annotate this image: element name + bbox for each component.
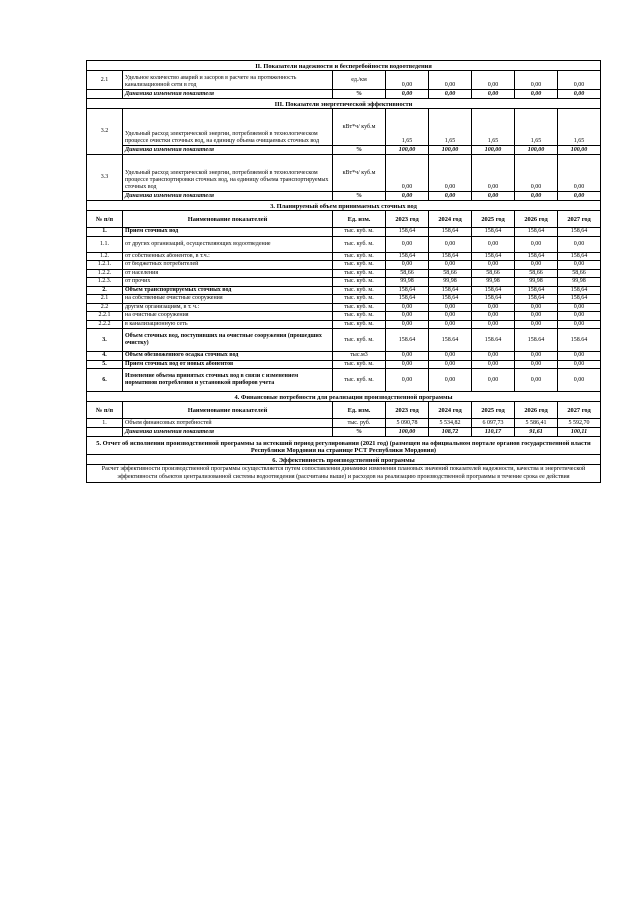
dynamics-label: Динамика изменения показателя	[123, 90, 333, 99]
value-cell: 158,64	[558, 252, 601, 261]
row-number: 3.3	[87, 155, 123, 201]
row-unit: тыс. куб. м.	[333, 329, 386, 352]
section-6-title: 6. Эффективность производственной программы	[87, 455, 601, 465]
value-cell: 0,00	[472, 320, 515, 329]
value-cell: 0,00	[472, 312, 515, 321]
value-cell: 158,64	[515, 252, 558, 261]
table-row	[87, 419, 601, 428]
row-number: 4.	[87, 352, 123, 361]
value-cell: 0,00	[472, 155, 515, 192]
value-cell: 158,64	[472, 252, 515, 261]
value-cell: 0,00	[515, 352, 558, 361]
value-cell: 0,00	[515, 320, 558, 329]
value-cell: 158,64	[386, 295, 429, 304]
row-number: 1.2.2.	[87, 269, 123, 278]
value-cell: 99,98	[515, 278, 558, 287]
header-year: 2024 год	[429, 402, 472, 419]
value-cell: 0,00	[386, 303, 429, 312]
row-number	[87, 90, 123, 99]
row-number: 3.	[87, 329, 123, 352]
value-cell: 100,00	[386, 146, 429, 155]
value-cell: 158,64	[515, 295, 558, 304]
value-cell: 158,64	[429, 252, 472, 261]
value-cell: 158,64	[558, 295, 601, 304]
value-cell: 100,00	[558, 146, 601, 155]
table-row	[87, 320, 601, 329]
row-unit: тыс. куб. м.	[333, 252, 386, 261]
dynamics-row	[87, 90, 601, 99]
row-name: Объем транспортируемых сточных вод	[123, 286, 333, 295]
value-cell: 110,17	[472, 428, 515, 437]
value-cell: 158.64	[558, 329, 601, 352]
value-cell: 99,98	[429, 278, 472, 287]
value-cell: 158,64	[386, 228, 429, 237]
value-cell: 158,64	[515, 286, 558, 295]
row-unit: кВт*ч/ куб.м	[333, 155, 386, 192]
row-number: 1.	[87, 228, 123, 237]
section-2	[87, 61, 601, 71]
value-cell: 100,00	[429, 146, 472, 155]
row-unit: ед./км	[333, 71, 386, 90]
value-cell: 0,00	[558, 236, 601, 252]
row-unit: %	[333, 90, 386, 99]
header-year: 2027 год	[558, 211, 601, 228]
header-year: 2023 год	[386, 211, 429, 228]
value-cell: 0,00	[386, 192, 429, 201]
value-cell: 158,64	[472, 295, 515, 304]
dynamics-row	[87, 146, 601, 155]
row-unit: кВт*ч/ куб.м	[333, 109, 386, 146]
value-cell: 0,00	[558, 192, 601, 201]
value-cell: 158,64	[472, 228, 515, 237]
value-cell: 0,00	[558, 71, 601, 90]
value-cell: 58,66	[429, 269, 472, 278]
row-unit: тыс. куб. м.	[333, 278, 386, 287]
header-year: 2026 год	[515, 211, 558, 228]
row-number: 1.2.	[87, 252, 123, 261]
value-cell: 0,00	[472, 236, 515, 252]
row-name: Объем финансовых потребностей	[123, 419, 333, 428]
table-row	[87, 303, 601, 312]
value-cell: 1,65	[386, 109, 429, 146]
value-cell: 99,98	[472, 278, 515, 287]
table-row	[87, 228, 601, 237]
row-unit: тыс. куб. м.	[333, 320, 386, 329]
row-number: 1.2.3.	[87, 278, 123, 287]
table-row	[87, 236, 601, 252]
row-unit: %	[333, 192, 386, 201]
value-cell: 0,00	[429, 155, 472, 192]
text-row	[87, 465, 601, 483]
value-cell: 0,00	[558, 155, 601, 192]
row-name: Объем обезвоженного осадка сточных вод	[123, 352, 333, 361]
value-cell: 158,64	[429, 228, 472, 237]
value-cell: 0,00	[515, 236, 558, 252]
table-row	[87, 360, 601, 369]
table-row	[87, 352, 601, 361]
value-cell: 0,00	[558, 261, 601, 270]
section-3-energy-title: III. Показатели энергетической эффективности	[87, 99, 601, 109]
row-number: 3.2	[87, 109, 123, 155]
document-page	[86, 60, 600, 483]
row-unit: %	[333, 146, 386, 155]
row-unit: тыс. куб. м.	[333, 303, 386, 312]
value-cell: 0,00	[472, 352, 515, 361]
row-name: от собственных абонентов, в т.ч.:	[123, 252, 333, 261]
header-unit: Ед. изм.	[333, 211, 386, 228]
table-row	[87, 295, 601, 304]
header-row	[87, 402, 601, 419]
row-number: 2.2.1	[87, 312, 123, 321]
value-cell: 5 090,78	[386, 419, 429, 428]
value-cell: 5 586,41	[515, 419, 558, 428]
dynamics-label: Динамика изменения показателя	[123, 146, 333, 155]
value-cell: 158,64	[386, 286, 429, 295]
value-cell: 0,00	[386, 155, 429, 192]
row-name: другим организациям, в т. ч.:	[123, 303, 333, 312]
value-cell: 0,00	[429, 360, 472, 369]
value-cell: 0,00	[558, 303, 601, 312]
row-number: 5.	[87, 360, 123, 369]
header-num: № п/п	[87, 402, 123, 419]
value-cell: 0,00	[558, 312, 601, 321]
value-cell: 158,64	[558, 228, 601, 237]
value-cell: 0,00	[558, 360, 601, 369]
row-unit: тыс. руб.	[333, 419, 386, 428]
section-6	[87, 455, 601, 465]
section-3-volume-title: 3. Планируемый объем принимаемых сточных вод	[87, 201, 601, 211]
table-row	[87, 269, 601, 278]
value-cell: 91,61	[515, 428, 558, 437]
header-num: № п/п	[87, 211, 123, 228]
dynamics-row	[87, 428, 601, 437]
header-year: 2023 год	[386, 402, 429, 419]
value-cell: 158,64	[386, 252, 429, 261]
value-cell: 0,00	[386, 369, 429, 392]
value-cell: 0,00	[472, 261, 515, 270]
row-number: 1.1.	[87, 236, 123, 252]
value-cell: 0,00	[386, 312, 429, 321]
row-name: в канализационную сеть	[123, 320, 333, 329]
value-cell: 0,00	[515, 155, 558, 192]
value-cell: 100,00	[386, 428, 429, 437]
section-3-energy	[87, 99, 601, 109]
value-cell: 0,00	[386, 261, 429, 270]
value-cell: 0,00	[472, 303, 515, 312]
value-cell: 158,64	[515, 228, 558, 237]
value-cell: 99,98	[386, 278, 429, 287]
header-year: 2026 год	[515, 402, 558, 419]
dynamics-row	[87, 192, 601, 201]
table-row	[87, 252, 601, 261]
value-cell: 100,00	[472, 146, 515, 155]
value-cell: 158,64	[472, 286, 515, 295]
value-cell: 0,00	[558, 90, 601, 99]
value-cell: 0,00	[515, 261, 558, 270]
value-cell: 0,00	[472, 369, 515, 392]
row-name: от прочих	[123, 278, 333, 287]
row-name: Удельный расход электрической энергии, потребляемой в технологическом процессе транспортировки сточных вод, на единицу объема транспортируемых сточных вод	[123, 155, 333, 192]
value-cell: 100,11	[558, 428, 601, 437]
value-cell: 0,00	[429, 320, 472, 329]
row-name: Прием сточных вод	[123, 228, 333, 237]
value-cell: 0,00	[429, 369, 472, 392]
value-cell: 0,00	[386, 360, 429, 369]
header-year: 2024 год	[429, 211, 472, 228]
row-unit: тыс.м3	[333, 352, 386, 361]
section-5	[87, 437, 601, 455]
value-cell: 5 592,70	[558, 419, 601, 428]
value-cell: 0,00	[515, 369, 558, 392]
value-cell: 0,00	[515, 192, 558, 201]
section-4-title: 4. Финансовые потребности для реализации производственной программы	[87, 392, 601, 402]
row-number: 2.1	[87, 71, 123, 90]
value-cell: 1,65	[472, 109, 515, 146]
value-cell: 1,65	[558, 109, 601, 146]
value-cell: 0,00	[472, 360, 515, 369]
value-cell: 58,66	[386, 269, 429, 278]
value-cell: 0,00	[429, 71, 472, 90]
header-year: 2025 год	[472, 211, 515, 228]
value-cell: 6 097,73	[472, 419, 515, 428]
value-cell: 0,00	[515, 312, 558, 321]
row-unit: тыс. куб. м.	[333, 312, 386, 321]
table-row	[87, 109, 601, 146]
header-year: 2025 год	[472, 402, 515, 419]
value-cell: 0,00	[386, 71, 429, 90]
value-cell: 58,66	[558, 269, 601, 278]
value-cell: 1,65	[429, 109, 472, 146]
header-name: Наименование показателей	[123, 211, 333, 228]
section-4	[87, 392, 601, 402]
value-cell: 0,00	[472, 71, 515, 90]
row-unit: тыс. куб. м.	[333, 236, 386, 252]
row-name: Объем сточных вод, поступивших на очистные сооружения (прошедших очистку)	[123, 329, 333, 352]
header-year: 2027 год	[558, 402, 601, 419]
row-unit: тыс. куб. м.	[333, 228, 386, 237]
row-unit: тыс. куб. м.	[333, 369, 386, 392]
row-name: на собственные очистные сооружения	[123, 295, 333, 304]
value-cell: 1,65	[515, 109, 558, 146]
value-cell: 0,00	[558, 352, 601, 361]
row-unit: тыс. куб. м.	[333, 269, 386, 278]
row-name: от других организаций, осуществляющих водоотведение	[123, 236, 333, 252]
value-cell: 0,00	[386, 352, 429, 361]
value-cell: 0,00	[558, 320, 601, 329]
table-row	[87, 312, 601, 321]
table-row	[87, 278, 601, 287]
dynamics-label: Динамика изменения показателя	[123, 428, 333, 437]
row-number	[87, 428, 123, 437]
section-6-text: Расчет эффективности производственной программы осуществляется путем сопоставления динамики изменения плановых значений показателей надежности, качества и энергетической эффективности объектов централизованной системы водоотведения (рассчитаны выше) и расходов на реализацию производственной программы в течение срока ее действия	[87, 465, 601, 483]
row-number: 1.2.1.	[87, 261, 123, 270]
value-cell: 58,66	[515, 269, 558, 278]
value-cell: 158,64	[558, 286, 601, 295]
value-cell: 158.64	[515, 329, 558, 352]
value-cell: 158.64	[386, 329, 429, 352]
row-number: 2.2.2	[87, 320, 123, 329]
header-row	[87, 211, 601, 228]
value-cell: 0,00	[515, 303, 558, 312]
value-cell: 99,98	[558, 278, 601, 287]
row-unit: тыс. куб. м.	[333, 295, 386, 304]
value-cell: 0,00	[429, 261, 472, 270]
row-number: 2.	[87, 286, 123, 295]
dynamics-label: Динамика изменения показателя	[123, 192, 333, 201]
value-cell: 0,00	[429, 192, 472, 201]
value-cell: 58,66	[472, 269, 515, 278]
row-unit: тыс. куб. м.	[333, 261, 386, 270]
value-cell: 0,00	[429, 236, 472, 252]
row-name: от населения	[123, 269, 333, 278]
row-name: Прием сточных вод от новых абонентов	[123, 360, 333, 369]
value-cell: 0,00	[386, 90, 429, 99]
value-cell: 5 534,82	[429, 419, 472, 428]
row-name: Удельное количество аварий и засоров в расчете на протяженность канализационной сети в год	[123, 71, 333, 90]
value-cell: 0,00	[429, 352, 472, 361]
value-cell: 0,00	[429, 312, 472, 321]
row-number: 6.	[87, 369, 123, 392]
table-row	[87, 71, 601, 90]
row-unit: тыс. куб. м.	[333, 360, 386, 369]
value-cell: 158,64	[429, 295, 472, 304]
value-cell: 0,00	[472, 90, 515, 99]
table-row	[87, 329, 601, 352]
section-3-volume	[87, 201, 601, 211]
value-cell: 0,00	[386, 236, 429, 252]
value-cell: 0,00	[472, 192, 515, 201]
row-unit: тыс. куб. м.	[333, 286, 386, 295]
row-name: на очистные сооружения	[123, 312, 333, 321]
row-name: Изменение объема принятых сточных вод в связи с изменением нормативов потребления и установкой приборов учета	[123, 369, 333, 392]
section-5-title: 5. Отчет об исполнении производственной программы за истекший период регулирования (2021 год) (размещен на официальном портале органов государственной власти Республики Мордовия на странице РСТ Республики Мордовия)	[87, 437, 601, 455]
table-row	[87, 369, 601, 392]
row-name: Удельный расход электрической энергии, потребляемой в технологическом процессе очистки сточных вод, на единицу объема очищаемых сточных вод	[123, 109, 333, 146]
row-number: 1.	[87, 419, 123, 428]
value-cell: 0,00	[558, 369, 601, 392]
row-name: от бюджетных потребителей	[123, 261, 333, 270]
value-cell: 158,64	[429, 286, 472, 295]
row-unit: %	[333, 428, 386, 437]
main-table	[86, 60, 601, 483]
value-cell: 158.64	[472, 329, 515, 352]
value-cell: 0,00	[429, 90, 472, 99]
header-unit: Ед. изм.	[333, 402, 386, 419]
section-2-title: II. Показатели надежности и бесперебойности водоотведения	[87, 61, 601, 71]
value-cell: 100,00	[515, 146, 558, 155]
row-number: 2.2	[87, 303, 123, 312]
table-row	[87, 155, 601, 192]
value-cell: 158.64	[429, 329, 472, 352]
value-cell: 0,00	[515, 360, 558, 369]
table-row	[87, 286, 601, 295]
value-cell: 0,00	[515, 90, 558, 99]
value-cell: 0,00	[429, 303, 472, 312]
value-cell: 108,72	[429, 428, 472, 437]
header-name: Наименование показателей	[123, 402, 333, 419]
value-cell: 0,00	[386, 320, 429, 329]
row-number: 2.1	[87, 295, 123, 304]
table-row	[87, 261, 601, 270]
value-cell: 0,00	[515, 71, 558, 90]
